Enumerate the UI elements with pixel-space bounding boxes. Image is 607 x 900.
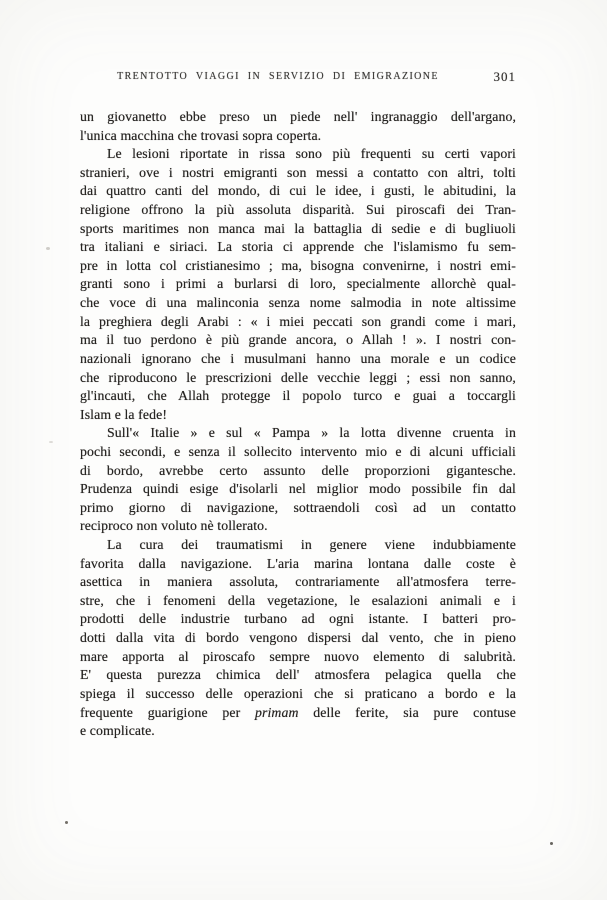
scan-speck [550,842,553,845]
text-line: dotti dalla vita di bordo vengono dispersi dal vento, che in pieno [80,630,516,646]
text-line: Islam e la fede! [80,406,168,422]
text-line: di bordo, avrebbe certo assunto delle proporzioni gigantesche. [80,462,516,478]
text-line: pochi secondi, e senza il sollecito intervento mio e di alcuni ufficiali [80,443,516,459]
running-title: TRENTOTTO VIAGGI IN SERVIZIO DI EMIGRAZIONE [117,71,439,82]
text-line: E' questa purezza chimica dell' atmosfera pelagica quella che [80,667,516,683]
text-line: Prudenza quindi esige d'isolarli nel miglior modo possibile fin dal [80,481,516,497]
text-line: stre, che i fenomeni della vegetazione, le esalazioni animali e i [80,592,516,608]
text-segment: frequente guarigione per [80,704,256,720]
text-line: Le lesioni riportate in rissa sono più frequenti su certi vapori [107,146,516,162]
text-line: prodotti delle industrie turbano ad ogni istante. I batteri pro- [80,611,516,627]
text-line: spiega il successo delle operazioni che si praticano a bordo e la [80,685,516,701]
text-line: che riproducono le prescrizioni delle vecchie leggi ; essi non sanno, [80,369,516,385]
text-line: pre in lotta col cristianesimo ; ma, bisogna convenirne, i nostri emi- [80,257,516,273]
text-line: e complicate. [80,723,155,739]
text-line: dai quattro canti del mondo, di cui le idee, i gusti, le abitudini, la [80,183,516,199]
page-number: 301 [493,69,516,84]
text-line: ma il tuo perdono è più grande ancora, o Allah ! ». I nostri con- [80,332,516,348]
text-block [80,108,516,741]
scan-speck [65,821,68,824]
text-line: primo giorno di navigazione, sottraendoli così ad un contatto [80,499,516,515]
text-line [80,704,516,723]
text-line: un giovanetto ebbe preso un piede nell' ingranaggio dell'argano, [80,109,516,124]
text-line: religione offrono la più assoluta disparità. Sui piroscafi dei Tran- [80,202,516,218]
text-line: granti sono i primi a burlarsi di loro, specialmente allorchè qual- [80,276,516,292]
text-line: nazionali ignorano che i musulmani hanno una morale e un codice [80,350,516,366]
text-line: mare apporta al piroscafo sempre nuovo elemento di salubrità. [80,648,516,664]
scan-speck [46,247,50,250]
text-line: tra italiani e siriaci. La storia ci apprende che l'islamismo fu sem- [80,239,516,255]
text-line: Sull'« Italie » e sul « Pampa » la lotta divenne cruenta in [107,425,516,441]
scan-speck [49,441,53,443]
text-line: La cura dei traumatismi in genere viene indubbiamente [107,537,516,553]
text-line: sports maritimes non manca mai la battaglia di sedie e di bugliuoli [80,220,516,236]
text-line: l'unica macchina che trovasi sopra coperta. [80,127,322,143]
italic-term: primam [255,704,299,720]
text-line: asettica in maniera assoluta, contrariamente all'atmosfera terre- [80,574,516,590]
text-line: stranieri, ove i nostri emigranti son messi a contatto con altri, tolti [80,164,516,180]
text-line: gl'incauti, che Allah protegge il popolo turco e guai a toccargli [80,388,516,404]
text-segment: delle ferite, sia pure contuse [298,704,516,720]
text-line: reciproco non voluto nè tollerato. [80,518,268,534]
text-line: che voce di una malinconia senza nome salmodia in note altissime [80,295,516,311]
text-line: la preghiera degli Arabi : « i miei peccati son grandi come i mari, [80,313,516,329]
text-line: favorita dalla navigazione. L'aria marina lontana dalle coste è [80,555,516,571]
running-header [80,71,516,87]
